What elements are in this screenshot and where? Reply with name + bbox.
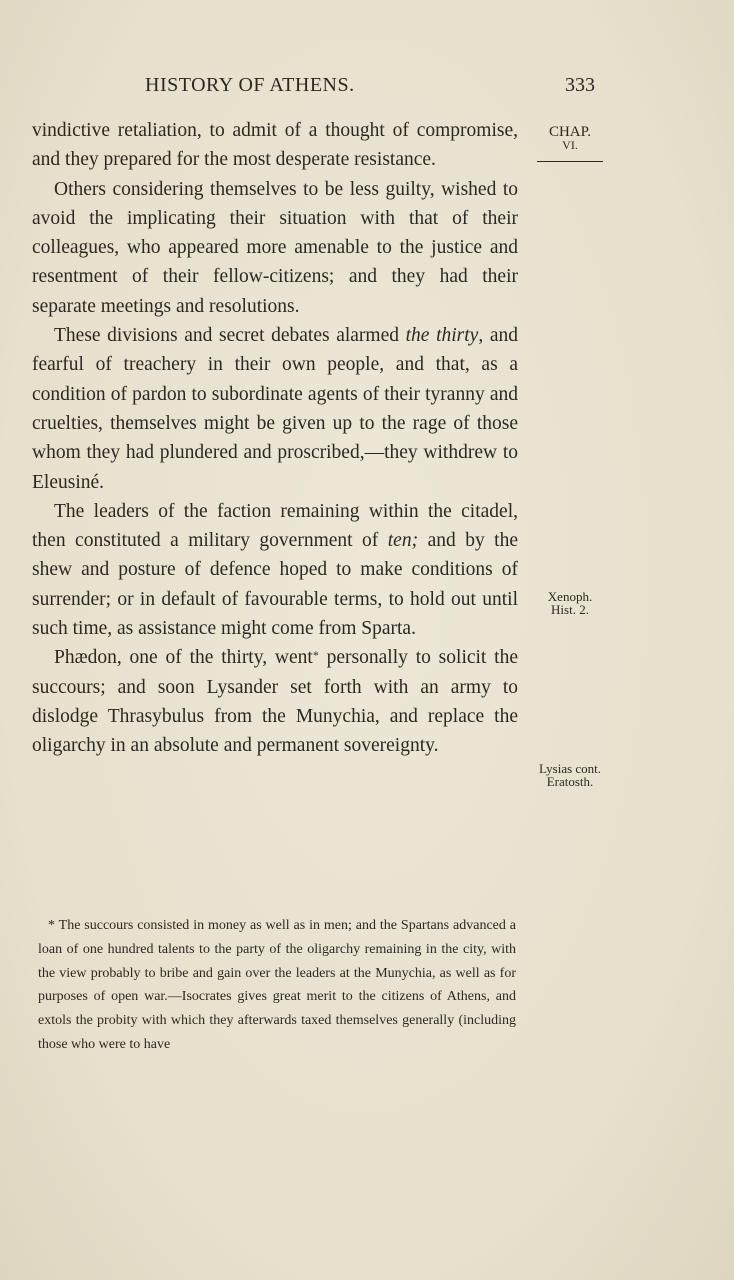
page-number: 333	[565, 74, 595, 96]
paragraph-1: vindictive retaliation, to admit of a thought of compromise, and they prepared for the most desperate resistance.	[32, 120, 518, 171]
chapter-rule	[537, 161, 603, 162]
paragraph-3-text-a: These divisions and secret debates alarmed	[54, 325, 406, 347]
running-head	[145, 74, 595, 102]
paragraph-4-italic: ten;	[387, 530, 419, 552]
paragraph-4	[32, 497, 518, 643]
paragraph-3-italic: the thirty	[405, 325, 479, 347]
margin-note-lysias-line1: Lysias cont.	[538, 761, 602, 776]
paragraph-3-text-b: , and fearful of treachery in their own people, and that, as a condition of pardon to subordinate agents of their tyranny and cruelties, themselves might be given up to the rage of those whom they had plundered and proscribed,—they withdrew to Eleusiné.	[32, 325, 518, 493]
margin-note-chapter	[530, 126, 610, 162]
margin-note-xenophon-line1: Xenoph.	[547, 589, 593, 604]
margin-note-xenophon-line2: Hist. 2.	[551, 602, 589, 617]
footnote-marker: *	[312, 648, 319, 663]
paragraph-5	[32, 643, 518, 760]
margin-note-lysias-line2: Eratosth.	[546, 774, 594, 789]
paragraph-3	[32, 321, 518, 497]
paragraph-4-text-a: The leaders of the faction remaining within the citadel, then constituted a military government of	[32, 500, 518, 552]
body-text	[32, 116, 518, 761]
paragraph-5-text-b: personally to solicit the succours; and soon Lysander set forth with an army to dislodge Thrasybulus from the Munychia, and replace the oligarchy in an absolute and permanent sovereignty.	[32, 647, 518, 757]
chapter-label: CHAP.	[548, 124, 592, 140]
margin-note-lysias	[530, 762, 610, 788]
chapter-number: VI.	[562, 138, 578, 152]
paragraph-4-text-b: and by the shew and posture of defence hoped to make conditions of surrender; or in default of favourable terms, to hold out until such time, as assistance might come from Sparta.	[32, 530, 518, 640]
paragraph-2: Others considering themselves to be less guilty, wished to avoid the implicating their situation with that of their colleagues, who appeared more amenable to the justice and resentment of their fellow-citizens; and they had their separate meetings and resolutions.	[32, 178, 518, 317]
footnote-text: * The succours consisted in money as well as in men; and the Spartans advanced a loan of one hundred talents to the party of the oligarchy remaining in the city, with the view probably to bribe and gain over the leaders at the Munychia, as well as for purposes of open war.—Isocrates gives great merit to the citizens of Athens, and extols the probity with which they afterwards taxed themselves generally (including those who were to have	[38, 918, 516, 1052]
paragraph-5-text-a: Phædon, one of the thirty, went	[54, 647, 313, 669]
running-title: HISTORY OF ATHENS.	[145, 74, 355, 96]
footnote	[38, 914, 516, 1057]
margin-note-xenophon	[530, 590, 610, 616]
